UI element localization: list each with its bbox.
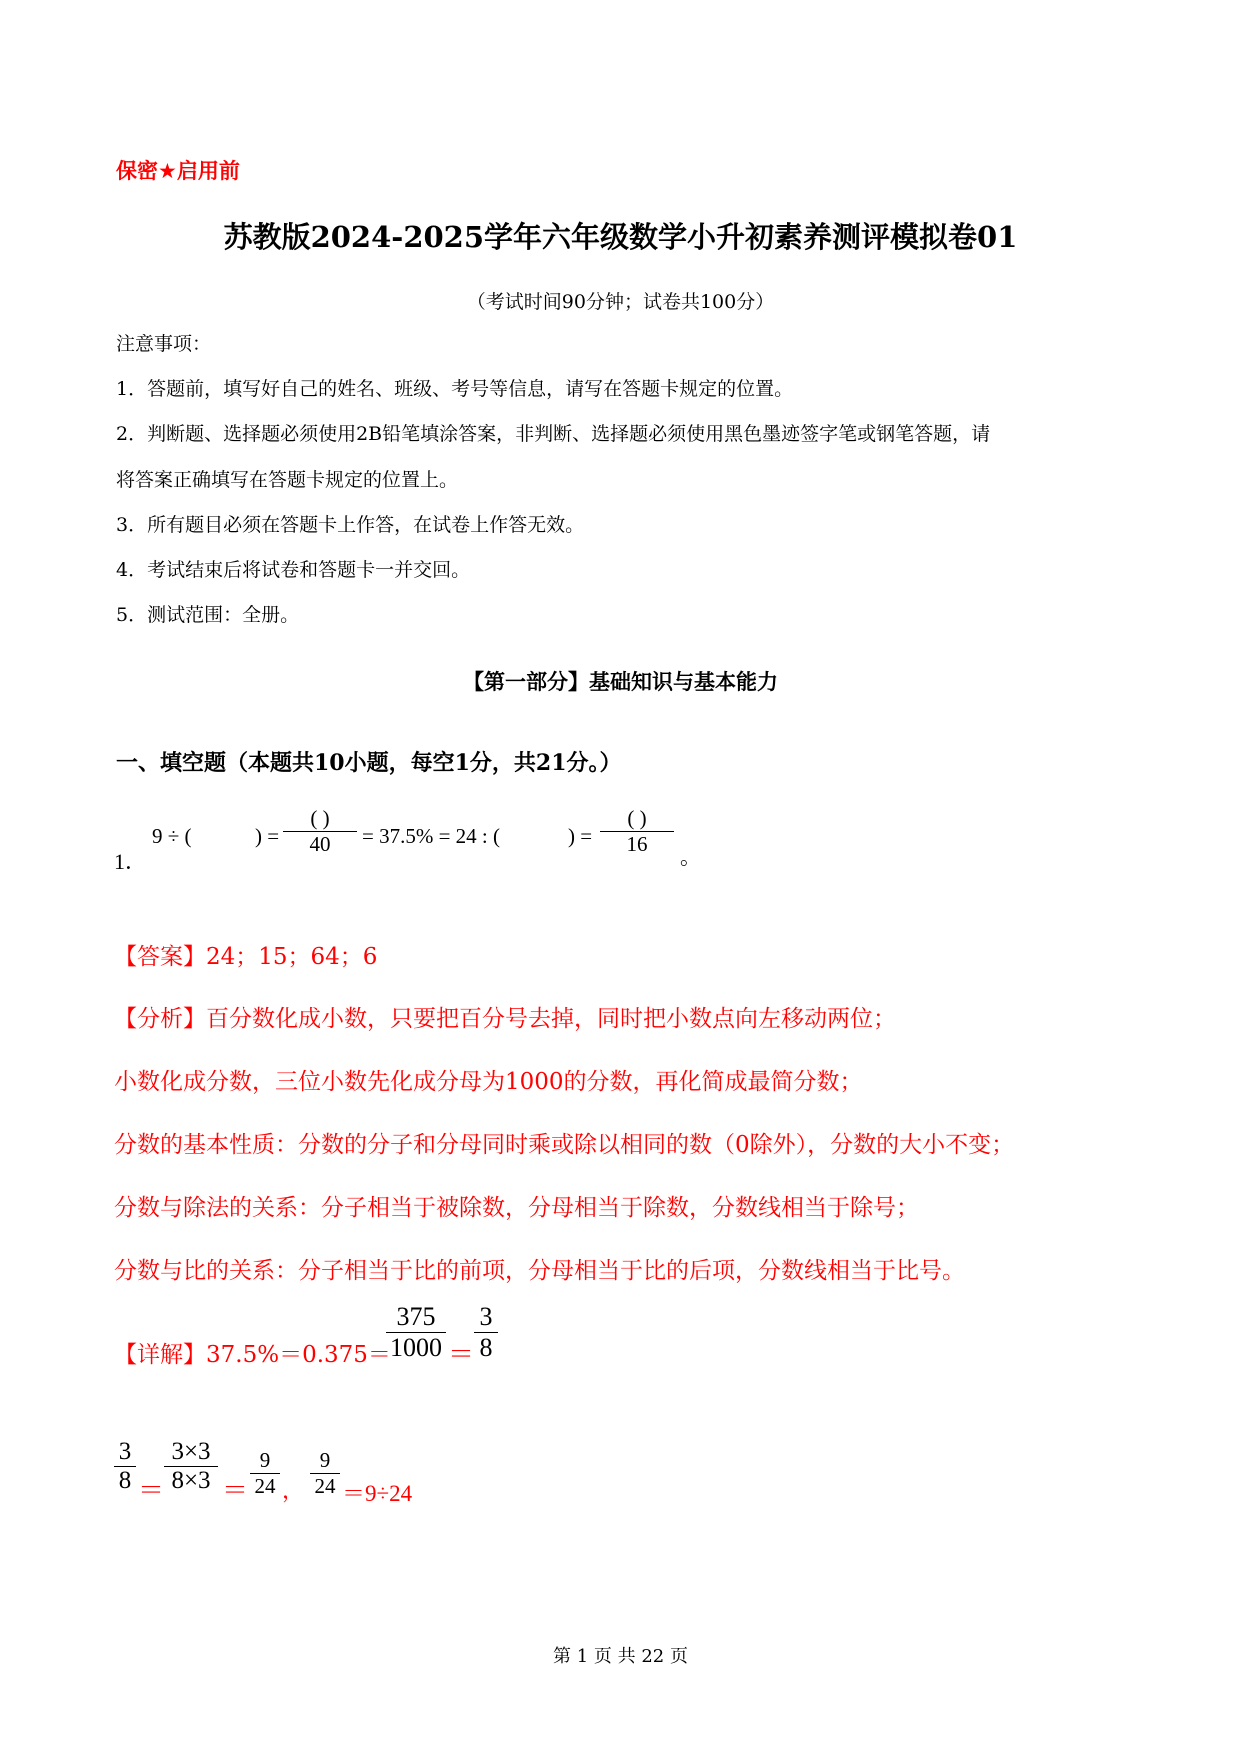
fraction-denominator: 24 — [254, 1474, 276, 1498]
fraction-numerator: 9 — [319, 1448, 331, 1472]
page-number: 第 1 页 共 22 页 — [553, 1646, 688, 1667]
fraction-denominator: 40 — [309, 832, 331, 856]
fraction-numerator: 3 — [118, 1438, 132, 1465]
q1-end: 。 — [680, 845, 701, 869]
part-title: 【第一部分】基础知识与基本能力 — [463, 670, 778, 694]
answer-line: 【答案】24；15；64；6 — [114, 944, 378, 970]
notes-heading: 注意事项： — [116, 333, 212, 355]
note-item: 5．测试范围：全册。 — [116, 604, 300, 626]
q1-text-4: ) = — [568, 824, 593, 848]
fraction-denominator: 1000 — [390, 1333, 442, 1362]
fraction-3x3-8x3 — [164, 1438, 218, 1495]
detail-fraction-375-1000 — [386, 1302, 446, 1363]
detail-label: 【详解】37.5%＝0.375＝ — [114, 1342, 391, 1368]
note-item: 将答案正确填写在答题卡规定的位置上。 — [116, 469, 459, 491]
fraction-9-24 — [310, 1448, 340, 1499]
fraction-denominator: 24 — [314, 1474, 336, 1498]
exam-info: （考试时间90分钟；试卷共100分） — [466, 291, 775, 313]
equals-sign: ＝ — [222, 1476, 249, 1506]
section-title: 一、填空题（本题共10小题，每空1分，共21分。） — [116, 750, 622, 776]
detail-tail: ＝9÷24 — [342, 1481, 413, 1506]
fraction-numerator: ( ) — [627, 806, 647, 830]
analysis-line: 小数化成分数，三位小数先化成分母为1000的分数，再化简成最简分数； — [114, 1069, 863, 1095]
note-item: 3．所有题目必须在答题卡上作答，在试卷上作答无效。 — [116, 514, 585, 536]
fraction-9-24 — [250, 1448, 280, 1499]
analysis-line: 分数的基本性质：分数的分子和分母同时乘或除以相同的数（0除外），分数的大小不变； — [114, 1132, 1015, 1158]
fraction-numerator: ( ) — [310, 806, 330, 830]
q1-fraction-1 — [283, 806, 357, 857]
q1-text-3: = 37.5% = 24 : ( — [362, 824, 501, 848]
fraction-denominator: 8 — [479, 1333, 493, 1362]
comma: ， — [282, 1479, 305, 1504]
fraction-numerator: 3 — [479, 1302, 493, 1331]
note-item: 4．考试结束后将试卷和答题卡一并交回。 — [116, 559, 471, 581]
q1-fraction-2 — [600, 806, 674, 857]
analysis-line: 分数与比的关系：分子相当于比的前项，分母相当于比的后项，分数线相当于比号。 — [114, 1258, 965, 1284]
analysis-line: 【分析】百分数化成小数，只要把百分号去掉，同时把小数点向左移动两位； — [114, 1006, 896, 1032]
confidential-label: 保密★启用前 — [116, 159, 240, 183]
detail-fraction-3-8 — [474, 1302, 498, 1363]
q1-text-1: 9 ÷ ( — [152, 824, 192, 848]
fraction-numerator: 9 — [259, 1448, 271, 1472]
equals-sign: ＝ — [138, 1476, 165, 1506]
note-item: 2．判断题、选择题必须使用2B铅笔填涂答案，非判断、选择题必须使用黑色墨迹签字笔或钢笔答题，请 — [116, 423, 991, 445]
page-title: 苏教版2024-2025学年六年级数学小升初素养测评模拟卷01 — [223, 220, 1018, 254]
note-item: 1．答题前，填写好自己的姓名、班级、考号等信息，请写在答题卡规定的位置。 — [116, 378, 794, 400]
fraction-numerator: 375 — [396, 1302, 436, 1331]
q1-text-2: ) = — [255, 824, 280, 848]
question-number: 1． — [114, 849, 148, 874]
fraction-denominator: 8×3 — [171, 1467, 211, 1494]
fraction-3-8 — [114, 1438, 136, 1495]
equals-sign: ＝ — [448, 1340, 475, 1370]
fraction-numerator: 3×3 — [171, 1438, 211, 1465]
fraction-denominator: 16 — [626, 832, 648, 856]
analysis-line: 分数与除法的关系：分子相当于被除数，分母相当于除数，分数线相当于除号； — [114, 1195, 919, 1221]
fraction-denominator: 8 — [118, 1467, 132, 1494]
